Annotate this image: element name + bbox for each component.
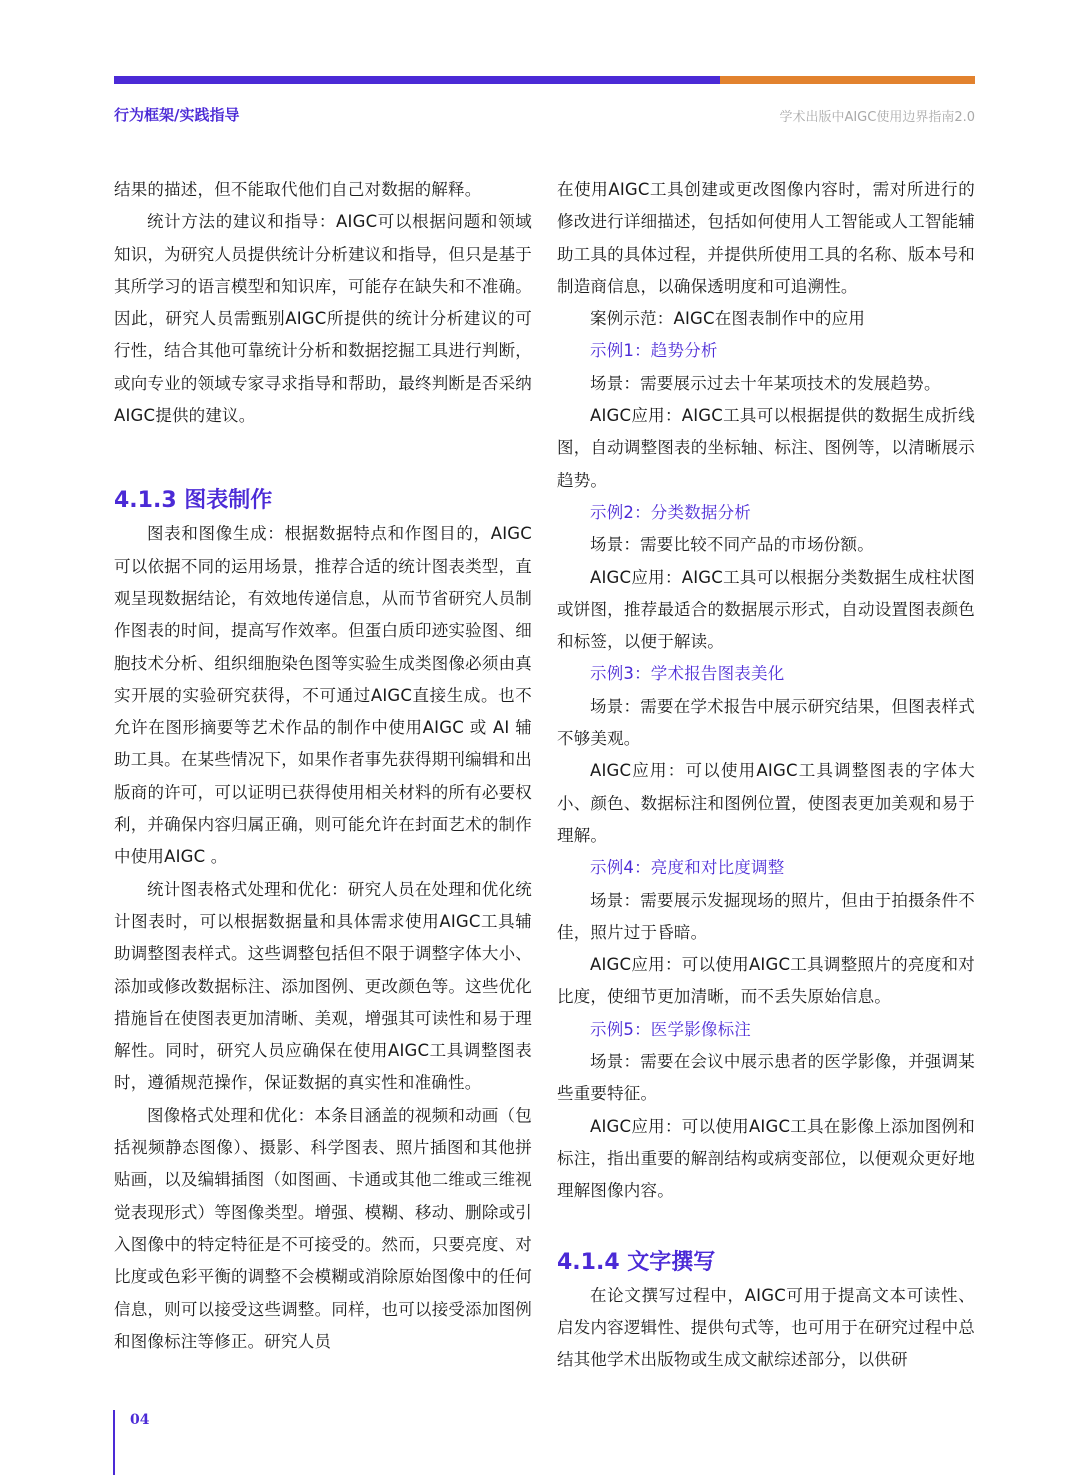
paragraph: 图表和图像生成：根据数据特点和作图目的，AIGC可以依据不同的运用场景，推荐合适的统计图表类型，直观呈现数据结论，有效地传递信息，从而节省研究人员制作图表的时间，提高写作效率。但蛋白质印迹实验图、细胞技术分析、组织细胞染色图等实验生成类图像必须由真实开展的实验研究获得，不可通过AIGC直接生成。也不允许在图形摘要等艺术作品的制作中使用AIGC 或 AI 辅助工具。在某些情况下，如果作者事先获得期刊编辑和出版商的许可，可以证明已获得使用相关材料的所有必要权利，并确保内容归属正确，则可能允许在封面艺术的制作中使用AIGC 。 [114,524,532,867]
example-application: AIGC应用：可以使用AIGC工具在影像上添加图例和标注，指出重要的解剖结构或病变部位，以便观众更好地理解图像内容。 [557,1116,975,1201]
paragraph: 图像格式处理和优化：本条目涵盖的视频和动画（包括视频静态图像）、摄影、科学图表、照片插图和其他拼贴画，以及编辑插图（如图画、卡通或其他二维或三维视觉表现形式）等图像类型。增强、模糊、移动、删除或引入图像中的特定特征是不可接受的。然而，只要亮度、对比度或色彩平衡的调整不会模糊或消除原始图像中的任何信息，则可以接受这些调整。同样，也可以接受添加图例和图像标注等修正。研究人员 [114,1105,532,1351]
example-title: 示例3：学术报告图表美化 [590,664,785,684]
header-color-bar [114,76,975,84]
example-application: AIGC应用：可以使用AIGC工具调整照片的亮度和对比度，使细节更加清晰，而不丢失原始信息。 [557,955,975,1007]
section-heading-4-1-3: 4.1.3 图表制作 [114,488,273,514]
example-title: 示例1：趋势分析 [590,341,718,361]
example-scene: 场景：需要比较不同产品的市场份额。 [590,535,874,555]
section-heading-4-1-4: 4.1.4 文字撰写 [557,1249,716,1275]
left-column [114,174,532,1358]
section-header-label: 行为框架/实践指导 [114,106,240,124]
example-application: AIGC应用：可以使用AIGC工具调整图表的字体大小、颜色、数据标注和图例位置，使图表更加美观和易于理解。 [557,761,975,845]
header-bar-purple-segment [114,76,720,84]
example-title: 示例4：亮度和对比度调整 [590,858,785,878]
document-title-label: 学术出版中AIGC使用边界指南2.0 [779,110,975,125]
right-column [557,174,975,1376]
footer-rule [113,1410,115,1475]
example-scene: 场景：需要在会议中展示患者的医学影像，并强调某些重要特征。 [557,1052,975,1104]
case-intro: 案例示范：AIGC在图表制作中的应用 [590,309,866,329]
paragraph: 在论文撰写过程中，AIGC可用于提高文本可读性、启发内容逻辑性、提供句式等，也可用于在研究过程中总结其他学术出版物或生成文献综述部分，以供研 [557,1285,975,1370]
paragraph: 在使用AIGC工具创建或更改图像内容时，需对所进行的修改进行详细描述，包括如何使用人工智能或人工智能辅助工具的具体过程，并提供所使用工具的名称、版本号和制造商信息，以确保透明度和可追溯性。 [557,180,975,296]
paragraph: 统计方法的建议和指导：AIGC可以根据问题和领域知识，为研究人员提供统计分析建议和指导，但只是基于其所学习的语言模型和知识库，可能存在缺失和不准确。因此，研究人员需甄别AIGC所提供的统计分析建议的可行性，结合其他可靠统计分析和数据挖掘工具进行判断，或向专业的领域专家寻求指导和帮助，最终判断是否采纳AIGC提供的建议。 [114,212,532,426]
example-title: 示例2：分类数据分析 [590,502,751,522]
paragraph: 结果的描述，但不能取代他们自己对数据的解释。 [114,180,482,199]
page-number: 04 [130,1412,150,1428]
example-application: AIGC应用：AIGC工具可以根据分类数据生成柱状图或饼图，推荐最适合的数据展示形式，自动设置图表颜色和标签，以便于解读。 [557,567,975,652]
example-scene: 场景：需要展示过去十年某项技术的发展趋势。 [590,373,941,393]
paragraph: 统计图表格式处理和优化：研究人员在处理和优化统计图表时，可以根据数据量和具体需求使用AIGC工具辅助调整图表样式。这些调整包括但不限于调整字体大小、添加或修改数据标注、添加图例、更改颜色等。这些优化措施旨在使图表更加清晰、美观，增强其可读性和易于理解性。同时，研究人员应确保在使用AIGC工具调整图表时，遵循规范操作，保证数据的真实性和准确性。 [114,879,532,1093]
example-scene: 场景：需要在学术报告中展示研究结果，但图表样式不够美观。 [557,696,975,749]
example-application: AIGC应用：AIGC工具可以根据提供的数据生成折线图，自动调整图表的坐标轴、标注、图例等，以清晰展示趋势。 [557,406,975,490]
example-title: 示例5：医学影像标注 [590,1019,751,1039]
header-bar-orange-segment [720,76,975,84]
example-scene: 场景：需要展示发掘现场的照片，但由于拍摄条件不佳，照片过于昏暗。 [557,890,975,942]
